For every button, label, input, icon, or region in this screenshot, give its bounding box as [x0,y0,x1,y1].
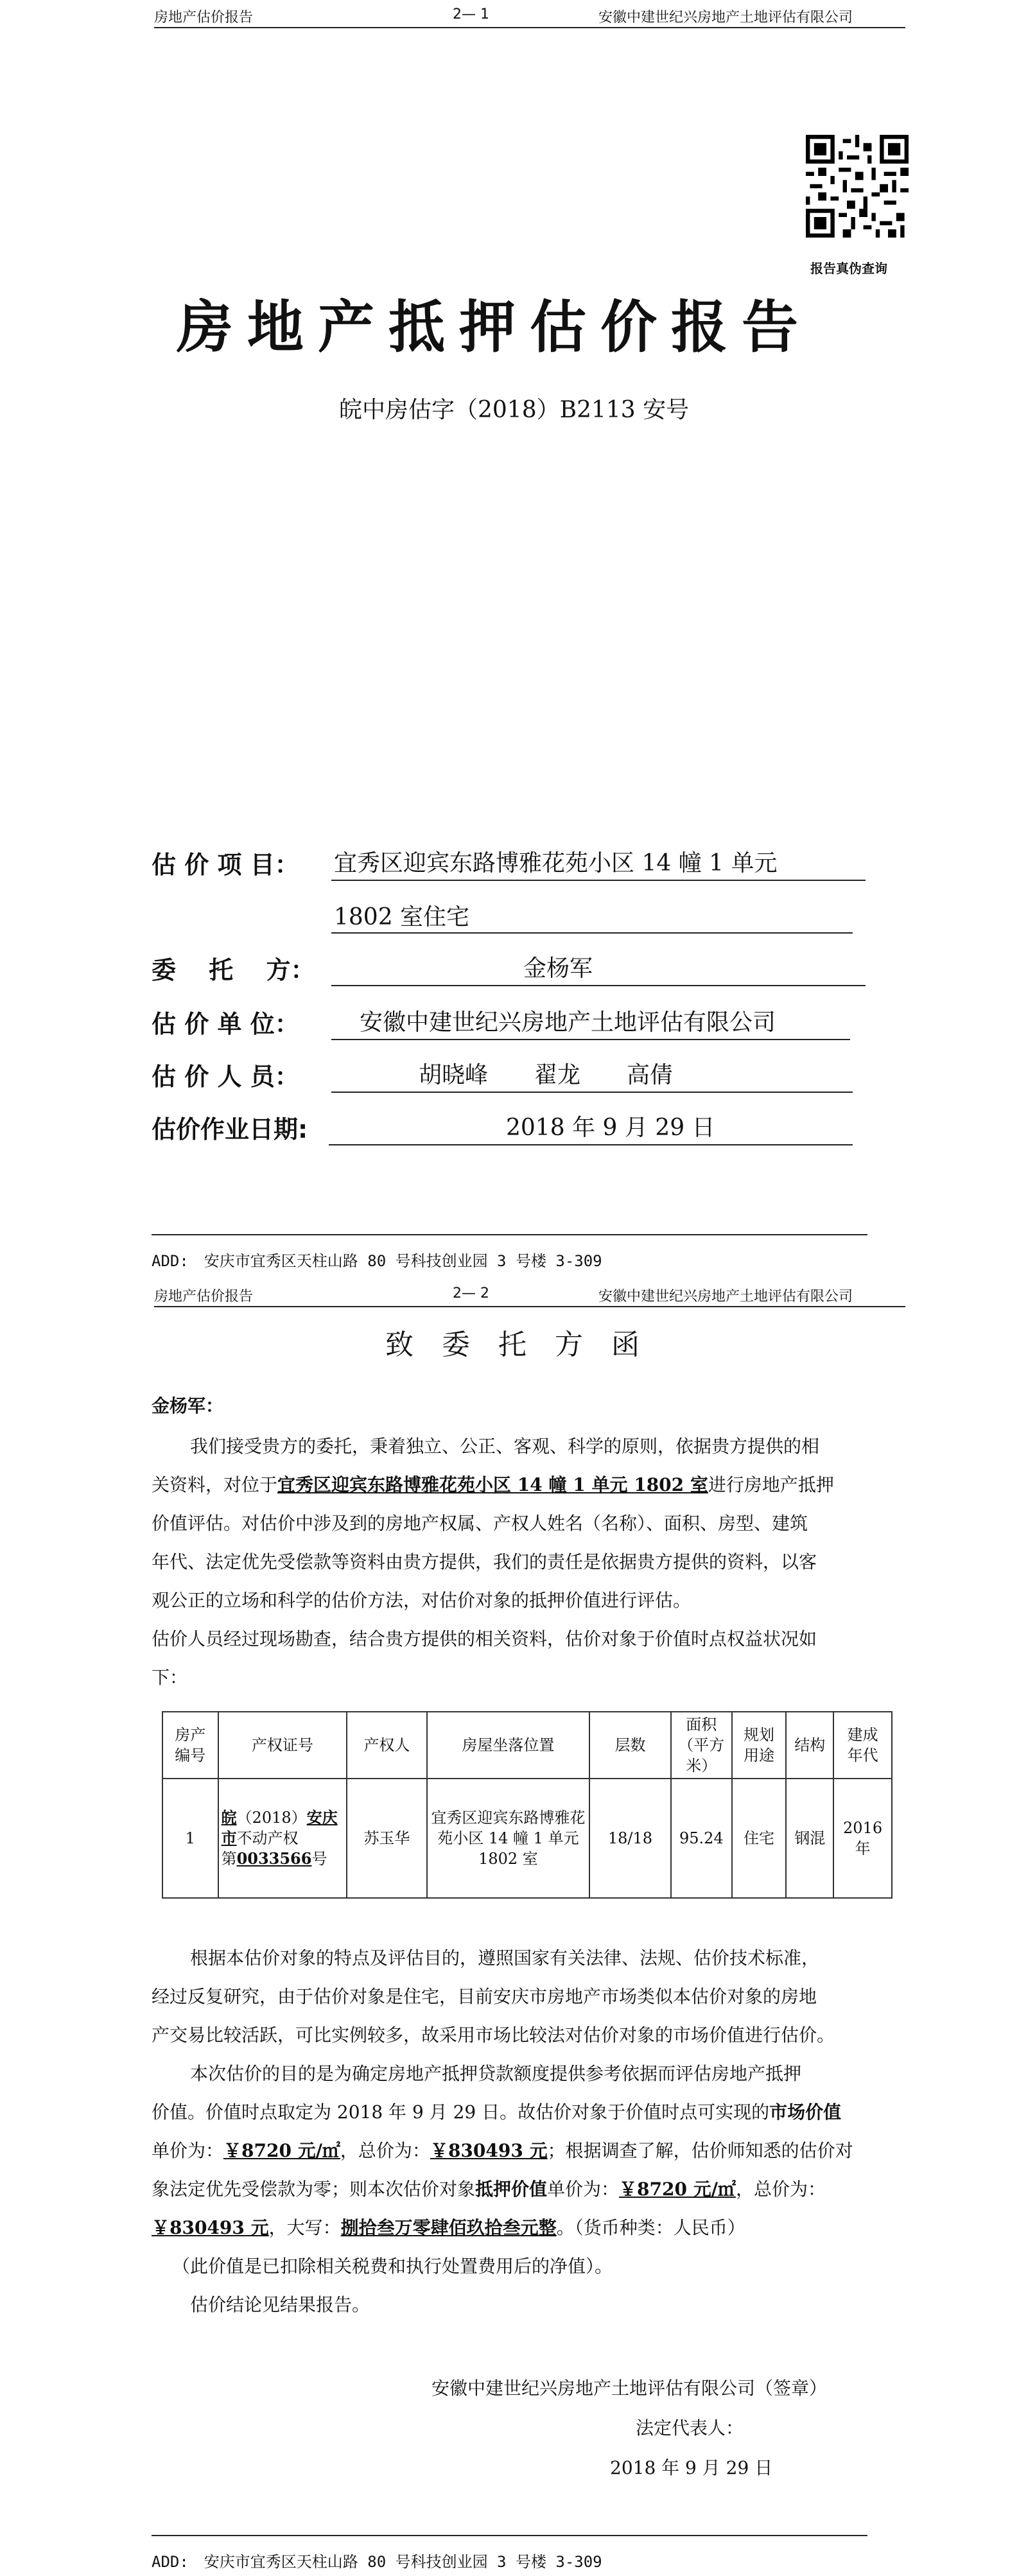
staff-value: 胡晓峰 翟龙 高倩 [419,1062,674,1088]
page2-header-right: 安徽中建世纪兴房地产土地评估有限公司 [598,1289,853,1305]
para6: 估价结论见结果报告。 [190,2294,370,2315]
table-header-row [162,1712,892,1779]
cert-part: 市 [221,1829,237,1847]
cert-part: 安庆 [306,1808,338,1827]
para5: （此价值是已扣除相关税费和执行处置费用后的净值）。 [172,2256,613,2277]
salutation: 金杨军： [152,1395,224,1416]
page2-header-rule [154,1306,905,1307]
market-unit-price: ￥8720 元/㎡ [223,2140,340,2161]
para4-text: ，大写： [268,2217,341,2238]
cert-part: 0033566 [236,1849,312,1868]
signature-company: 安徽中建世纪兴房地产土地评估有限公司（签章） [431,2378,828,2399]
project-underline-2 [331,932,853,934]
cell-use: 住宅 [732,1779,786,1898]
table-header: 房产 编号 [162,1712,218,1779]
letter-title: 致 委 托 方 函 [385,1328,640,1361]
market-total-price: ￥830493 元 [430,2140,548,2161]
page2-footer-address: ADD: 安庆市宜秀区天柱山路 80 号科技创业园 3 号楼 3-309 [152,2553,602,2571]
table-header: 产权证号 [218,1712,347,1779]
cell-location: 宜秀区迎宾东路博雅花苑小区 14 幢 1 单元 1802 室 [427,1779,589,1898]
cell-structure: 钢混 [786,1779,833,1898]
para4-line1: 本次估价的目的是为确定房地产抵押贷款额度提供参考依据而评估房地产抵押 [190,2063,802,2084]
project-value-line2: 1802 室住宅 [334,904,470,930]
table-row [162,1779,892,1898]
cell-certificate [218,1779,347,1898]
amount-in-words: 捌拾叁万零肆佰玖拾叁元整 [340,2217,557,2238]
page1-header-left: 房地产估价报告 [154,10,254,26]
mortgage-total-price: ￥830493 元 [152,2217,269,2238]
qr-caption: 报告真伪查询 [810,261,887,276]
para1-text: 进行房地产抵押 [708,1474,834,1495]
cert-part: 号 [311,1850,327,1868]
para4-text: 单价为： [547,2179,620,2200]
para1-line1: 我们接受贵方的委托，秉着独立、公正、客观、科学的原则，依据贵方提供的相 [190,1436,820,1457]
table-header: 规划 用途 [732,1712,786,1779]
staff-label: 估 价 人 员： [152,1063,299,1091]
table-header: 房屋坐落位置 [427,1712,589,1779]
para1-line5: 观公正的立场和科学的估价方法，对估价对象的抵押价值进行评估。 [152,1590,692,1611]
para1-text: 关资料，对位于 [152,1474,278,1495]
para4-line5 [152,2209,745,2247]
para1-line2 [152,1466,834,1504]
para4-text: 。（货币种类：人民币） [556,2217,745,2238]
date-underline [329,1144,853,1145]
org-underline [331,1039,850,1040]
page1-header-rule [154,27,905,28]
table-header: 结构 [786,1712,833,1779]
property-address: 宜秀区迎宾东路博雅花苑小区 14 幢 1 单元 1802 室 [277,1474,708,1495]
project-label: 估 价 项 目： [152,851,299,879]
cert-part: 皖 [221,1808,237,1827]
cell-year: 2016 年 [833,1779,892,1898]
page1-footer-rule [152,1234,867,1235]
cell-area: 95.24 [671,1779,732,1898]
para4-text: 单价为： [152,2140,224,2161]
mortgage-unit-price: ￥8720 元/㎡ [619,2179,736,2200]
project-value-line1: 宜秀区迎宾东路博雅花苑小区 14 幢 1 单元 [334,850,778,876]
report-title: 房地产抵押估价报告 [177,293,813,360]
mortgage-value-label: 抵押价值 [475,2179,548,2200]
staff-underline [331,1092,853,1093]
market-value-label: 市场价值 [769,2102,842,2123]
para4-text: ；根据调查了解，估价师知悉的估价对 [547,2140,853,2161]
signature-legal-rep: 法定代表人： [636,2417,744,2439]
cell-owner: 苏玉华 [347,1779,427,1898]
cell-floors: 18/18 [589,1779,671,1898]
org-value: 安徽中建世纪兴房地产土地评估有限公司 [360,1009,776,1036]
table-header: 层数 [589,1712,671,1779]
date-value: 2018 年 9 月 29 日 [506,1115,715,1141]
page1-footer-address: ADD: 安庆市宜秀区天柱山路 80 号科技创业园 3 号楼 3-309 [152,1252,602,1270]
table-header: 建成 年代 [833,1712,892,1779]
para4-text: ，总价为： [735,2179,826,2200]
para2-line1: 估价人员经过现场勘查，结合贵方提供的相关资料，估价对象于价值时点权益状况如 [152,1628,817,1649]
document-number: 皖中房估字（2018）B2113 安号 [339,397,690,423]
page1-header-right: 安徽中建世纪兴房地产土地评估有限公司 [598,10,853,26]
para3-line1: 根据本估价对象的特点及评估目的，遵照国家有关法律、法规、估价技术标准， [190,1947,820,1969]
para3-line3: 产交易比较活跃，可比实例较多，故采用市场比较法对估价对象的市场价值进行估价。 [152,2024,835,2046]
para4-line3 [152,2132,853,2170]
cert-part: （2018） [236,1809,307,1827]
table-header: 面积 （平方 米） [671,1712,732,1779]
signature-date: 2018 年 9 月 29 日 [610,2457,773,2478]
client-label: 委 托 方： [152,956,315,984]
cert-part: 第 [221,1850,237,1868]
page2-header-page-number: 2— 2 [453,1285,489,1301]
property-table [162,1711,893,1899]
date-label: 估价作业日期: [152,1115,308,1144]
para3-line2: 经过反复研究，由于估价对象是住宅，目前安庆市房地产市场类似本估价对象的房地 [152,1986,817,2007]
para1-line3: 价值评估。对估价中涉及到的房地产权属、产权人姓名（名称）、面积、房型、建筑 [152,1513,808,1534]
para4-text: ，总价为： [340,2140,430,2161]
qr-code-icon [806,135,909,238]
cell-number: 1 [162,1779,218,1898]
page2-header-left: 房地产估价报告 [154,1289,254,1305]
page1-header-page-number: 2— 1 [453,6,489,22]
para2-line2: 下： [152,1667,188,1688]
project-underline-1 [331,880,866,881]
para4-line4 [152,2170,826,2209]
para4-line2 [152,2093,841,2132]
client-underline [331,985,866,986]
para1-line4: 年代、法定优先受偿款等资料由贵方提供，我们的责任是依据贵方提供的资料，以客 [152,1551,817,1572]
cert-part: 不动产权 [236,1829,299,1847]
page2-footer-rule [152,2535,867,2536]
org-label: 估 价 单 位： [152,1010,299,1038]
table-header: 产权人 [347,1712,427,1779]
client-value: 金杨军 [523,955,593,982]
para4-text: 象法定优先受偿款为零；则本次估价对象 [152,2179,476,2200]
para4-text: 价值。价值时点取定为 2018 年 9 月 29 日。故估价对象于价值时点可实现的 [152,2102,770,2123]
